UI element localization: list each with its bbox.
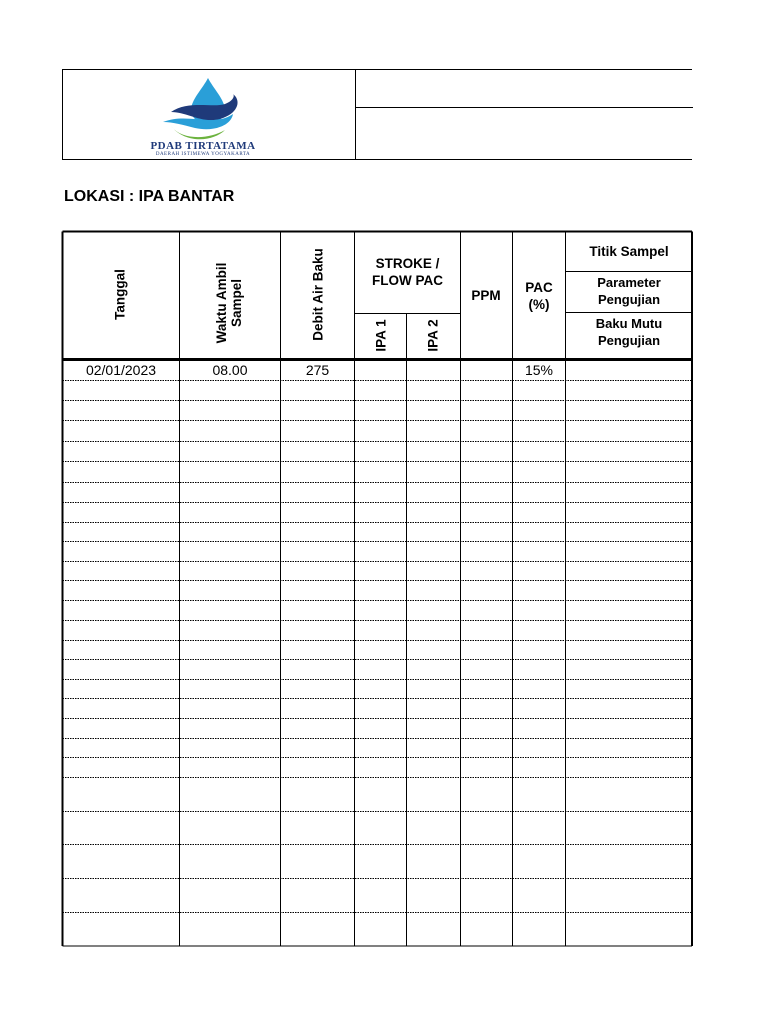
cell-waktu: 08.00 (212, 362, 248, 378)
header-pac-line2: (%) (528, 297, 550, 312)
header-waktu (214, 245, 246, 361)
header-ppm: PPM (471, 288, 501, 303)
header-titik-sampel: Titik Sampel (589, 244, 669, 259)
header-debit: Debit Air Baku (310, 248, 326, 341)
header-baku-line2: Pengujian (597, 333, 661, 348)
cell-debit: 275 (305, 362, 330, 378)
header-ipa2: IPA 2 (425, 319, 441, 352)
logo-name: PDAB TIRTATAMA (150, 140, 256, 152)
header-waktu-line2: Sampel (229, 278, 244, 328)
header-pac-line1: PAC (525, 280, 553, 295)
location-title: LOKASI : IPA BANTAR (64, 188, 235, 205)
header-waktu-line1: Waktu Ambil (214, 262, 229, 344)
header-stroke-line2: FLOW PAC (372, 273, 443, 288)
header-parameter-line2: Pengujian (597, 292, 661, 307)
logo-subtitle: DAERAH ISTIMEWA YOGYAKARTA (155, 152, 251, 157)
header-parameter (566, 274, 692, 308)
cell-pac: 15% (524, 362, 554, 378)
cell-tanggal: 02/01/2023 (85, 362, 157, 378)
header-baku-line1: Baku Mutu (595, 316, 663, 331)
header-pac (513, 279, 565, 313)
header-tanggal: Tanggal (112, 269, 128, 320)
header-stroke-line1: STROKE / (375, 256, 440, 271)
header-baku-mutu (566, 315, 692, 349)
header-stroke (355, 255, 460, 289)
header-parameter-line1: Parameter (597, 275, 661, 290)
header-ipa1: IPA 1 (373, 319, 389, 352)
